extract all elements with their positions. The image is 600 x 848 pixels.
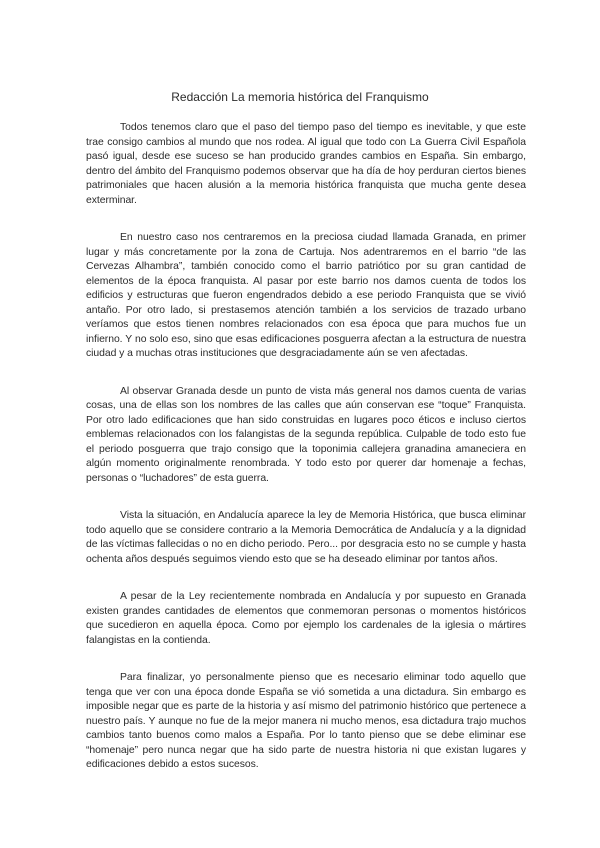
paragraph-ley-memoria: Vista la situación, en Andalucía aparece la ley de Memoria Histórica, que busca eliminar todo aquello que se considere contrario a la Memoria Democrática de Andalucía y a la dignidad de las víctimas fallecidas o no en dicho periodo. Pero... por desgracia esto no se cumple y hasta ochenta años después seguimos viendo esto que se ha deseado eliminar por tantos años. [86,510,526,565]
document-body [86,121,526,796]
paragraph-conclusion: Para finalizar, yo personalmente pienso que es necesario eliminar todo aquello que tenga que ver con una época donde España se vió sometida a una dictadura. Sin embargo es imposible negar que es parte de la historia y así mismo del patrimonio histórico que pertenece a nuestro país. Y aunque no fue de la mejor manera ni mucho menos, esa dictadura trajo muchos cambios tanto buenos como malos a España. Por lo tanto pienso que se debe eliminar ese “homenaje” pero nunca negar que ha sido parte de nuestra historia ni que existan lugares y edificaciones debido a estos sucesos. [86,672,526,770]
paragraph-cartuja: En nuestro caso nos centraremos en la preciosa ciudad llamada Granada, en primer lugar y más concretamente por la zona de Cartuja. Nos adentraremos en el barrio “de las Cervezas Alhambra”, también conocido como el barrio patriótico por su gran cantidad de elementos de la época franquista. Al pasar por este barrio nos damos cuenta de todos los edificios y estructuras que fueron engendrados debido a ese periodo Franquista que se vivió antaño. Por otro lado, si prestasemos atención también a los servicios de trazado urbano veríamos que estos tienen nombres relacionados con esa época que para muchos fue un infierno. Y no solo eso, sino que esas edificaciones posguerra afectan a la estructura de nuestra ciudad y a muchas otras instituciones que desgraciadamente aún se ven afectadas. [86,232,526,359]
document-title: Redacción La memoria histórica del Franquismo [171,90,429,104]
paragraph-elementos: A pesar de la Ley recientemente nombrada en Andalucía y por supuesto en Granada existen grandes cantidades de elementos que conmemoran personas o momentos históricos que sucedieron en aquella época. Como por ejemplo los cardenales de la iglesia o mártires falangistas en la contienda. [86,591,526,646]
paragraph-granada-general: Al observar Granada desde un punto de vista más general nos damos cuenta de varias cosas, una de ellas son los nombres de las calles que aún conservan ese “toque” Franquista. Por otro lado edificaciones que han sido construidas en lugares poco éticos e incluso ciertos emblemas relacionados con los falangistas de la segunda república. Culpable de todo esto fue el periodo posguerra que trajo consigo que la toponimia callejera granadina amaneciera en algún momento originalmente renombrada. Y todo esto por querer dar homenaje a fechas, personas o “luchadores” de esta guerra. [86,385,526,484]
paragraph-intro: Todos tenemos claro que el paso del tiempo paso del tiempo es inevitable, y que este trae consigo cambios al mundo que nos rodea. Al igual que todo con La Guerra Civil Española pasó igual, desde ese suceso se han producido grandes cambios en España. Sin embargo, dentro del ámbito del Franquismo podemos observar que ha día de hoy perduran ciertos bienes patrimoniales que hacen alusión a la memoria histórica franquista que mucha gente desea exterminar. [86,122,526,206]
